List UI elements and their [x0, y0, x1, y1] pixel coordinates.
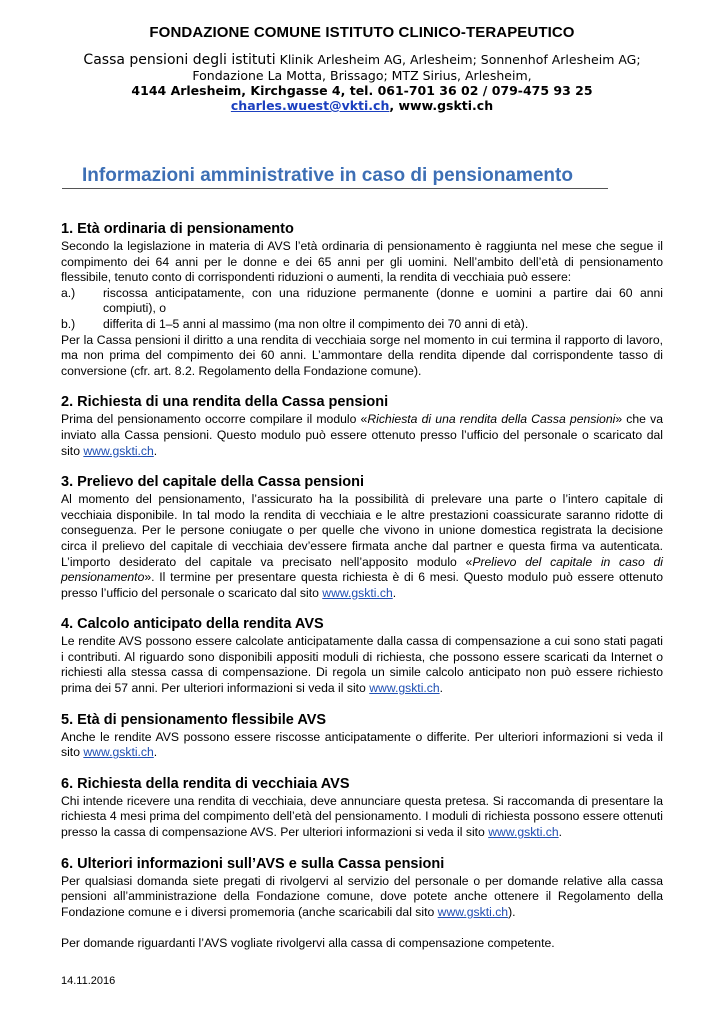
text-run: Al momento del pensionamento, l’assicurato ha la possibilità di prelevare una parte o l’intero capitale di vecchiaia disponibile. In tal modo la rendita di vecchiaia e le altre prestazioni coassicurate saranno ridotte di conseguenza. Per le persone coniugate o per quelle che vivono in unione domestica registrata la decisione circa il prelievo del capitale di vecchiaia dev’essere firmata anche dal partner e questa firma va autenticata. L’importo desiderato del capitale va precisato nell’apposito modulo « [61, 492, 663, 569]
section-avs-calculation [61, 616, 663, 696]
title-underline [62, 188, 608, 189]
section-heading: 6. Richiesta della rendita di vecchiaia AVS [61, 775, 350, 792]
section-paragraph [61, 492, 663, 601]
section-paragraph [61, 794, 663, 841]
form-name: Prelievo del capitale in caso di pensionamento [61, 554, 664, 585]
text-run: . [558, 825, 563, 840]
text-run: Per qualsiasi domanda siete pregati di rivolgervi al servizio del personale o per domande relative alla cassa pensioni all’amministrazione della Fondazione comune, dove potete anche ottenere il Regolamento della Fondazione comune e i diversi promemoria (anche scaricabili dal sito [61, 873, 663, 919]
website-link[interactable]: www.gskti.ch [488, 825, 559, 840]
text-run: ». Il termine per presentare questa richiesta è di 6 mesi. Questo modulo può essere ottenuto presso l’ufficio del personale o scaricato dal sito [61, 570, 663, 600]
text-run: Anche le rendite AVS possono essere riscosse anticipatamente o differite. Per ulteriori informazioni si veda il sito [61, 729, 663, 760]
header-line-1-prefix: Cassa pensioni degli istituti [83, 52, 276, 68]
section-flexible-age [61, 712, 663, 761]
website-link[interactable]: www.gskti.ch [83, 745, 154, 760]
text-run: Prima del pensionamento occorre compilare il modulo « [61, 412, 368, 427]
section-heading: 5. Età di pensionamento flessibile AVS [61, 711, 327, 728]
text-run: . [153, 745, 158, 760]
list-item [61, 286, 663, 317]
text-run: » che va inviato alla Cassa pensioni. Questo modulo può essere ottenuto presso l’ufficio del personale o scaricato dal sito [61, 412, 663, 458]
section-paragraph: Per la Cassa pensioni il diritto a una rendita di vecchiaia sorge nel momento in cui termina il rapporto di lavoro, ma non prima del compimento dei 60 anni. L’ammontare della rendita dipende dal corrispondente tasso di conversione (cfr. art. 8.2. Regolamento della Fondazione comune). [61, 332, 663, 378]
text-run: . [439, 681, 444, 696]
text-run: . [153, 443, 158, 458]
text-run: Le rendite AVS possono essere calcolate anticipatamente dalla cassa di compensazione a cui sono stati pagati i contributi. Al riguardo sono disponibili appositi moduli di richiesta, che possono essere scaricati da Internet o richiesti alla stessa cassa di compensazione. Di regola un simile calcolo anticipato non può essere richiesto prima dei 57 anni. Per ulteriori informazioni si veda il sito [61, 634, 663, 696]
website-link[interactable]: www.gskti.ch [437, 904, 509, 919]
section-retirement-age [61, 221, 663, 379]
section-pension-request [61, 394, 663, 459]
header-line-2: Fondazione La Motta, Brissago; MTZ Sirius, Arlesheim, [192, 68, 532, 83]
list-marker: b.) [61, 316, 76, 331]
website-link[interactable]: www.gskti.ch [83, 443, 154, 458]
form-name: Richiesta di una rendita della Cassa pensioni [367, 412, 616, 427]
page-title: Informazioni amministrative in caso di pensionamento [82, 165, 573, 186]
section-heading: 4. Calcolo anticipato della rendita AVS [61, 616, 324, 633]
list-marker: a.) [61, 285, 76, 300]
list-item-text: riscossa anticipatamente, con una riduzione permanente (donne e uomini a partire dai 60 anni compiuti), o [103, 285, 663, 316]
list-item-text: differita di 1–5 anni al massimo (ma non oltre il compimento dei 70 anni di età). [103, 316, 529, 331]
footer-date: 14.11.2016 [61, 975, 116, 987]
organization-name: FONDAZIONE COMUNE ISTITUTO CLINICO-TERAPEUTICO [149, 24, 575, 41]
header-line-1-rest: Klinik Arlesheim AG, Arlesheim; Sonnenhof Arlesheim AG; [275, 52, 641, 67]
document-body [61, 221, 663, 964]
section-heading: 1. Età ordinaria di pensionamento [61, 221, 294, 237]
text-run: . [392, 585, 397, 600]
website-link[interactable]: www.gskti.ch [369, 681, 440, 696]
header-website: www.gskti.ch [398, 98, 494, 113]
contact-separator: , [389, 98, 399, 113]
section-paragraph [61, 730, 663, 761]
header-line-1 [0, 52, 724, 68]
header-contact [0, 98, 724, 113]
section-heading: 6. Ulteriori informazioni sull’AVS e sulla Cassa pensioni [61, 855, 445, 872]
header-address: 4144 Arlesheim, Kirchgasse 4, tel. 061-701 36 02 / 079-475 93 25 [131, 83, 593, 98]
text-run: ). [508, 904, 516, 919]
website-link[interactable]: www.gskti.ch [322, 585, 393, 600]
section-heading: 2. Richiesta di una rendita della Cassa pensioni [61, 394, 389, 411]
section-paragraph: Secondo la legislazione in materia di AVS l’età ordinaria di pensionamento è raggiunta nel mese che segue il compimento dei 64 anni per le donne e dei 65 anni per gli uomini. Nell’ambito dell’età di pensionamento flessibile, tenuto conto di corrispondenti riduzioni o aumenti, la rendita di vecchiaia può essere: [61, 239, 663, 285]
section-capital-withdrawal [61, 474, 663, 601]
email-link[interactable]: charles.wuest@vkti.ch [230, 98, 390, 113]
list-item [61, 317, 663, 333]
section-paragraph [61, 874, 663, 921]
section-heading: 3. Prelievo del capitale della Cassa pensioni [61, 474, 365, 491]
closing-note: Per domande riguardanti l’AVS vogliate rivolgervi alla cassa di compensazione competente. [61, 936, 555, 951]
section-avs-request [61, 776, 663, 841]
section-paragraph [61, 412, 663, 459]
text-run: Chi intende ricevere una rendita di vecchiaia, deve annunciare questa pretesa. Si raccomanda di presentare la richiesta 4 mesi prima del compimento dell’età del pensionamento. I moduli di richiesta possono essere ottenuti presso la cassa di compensazione AVS. Per ulteriori informazioni si veda il sito [61, 793, 663, 840]
section-paragraph [61, 634, 663, 696]
section-further-info [61, 856, 663, 921]
